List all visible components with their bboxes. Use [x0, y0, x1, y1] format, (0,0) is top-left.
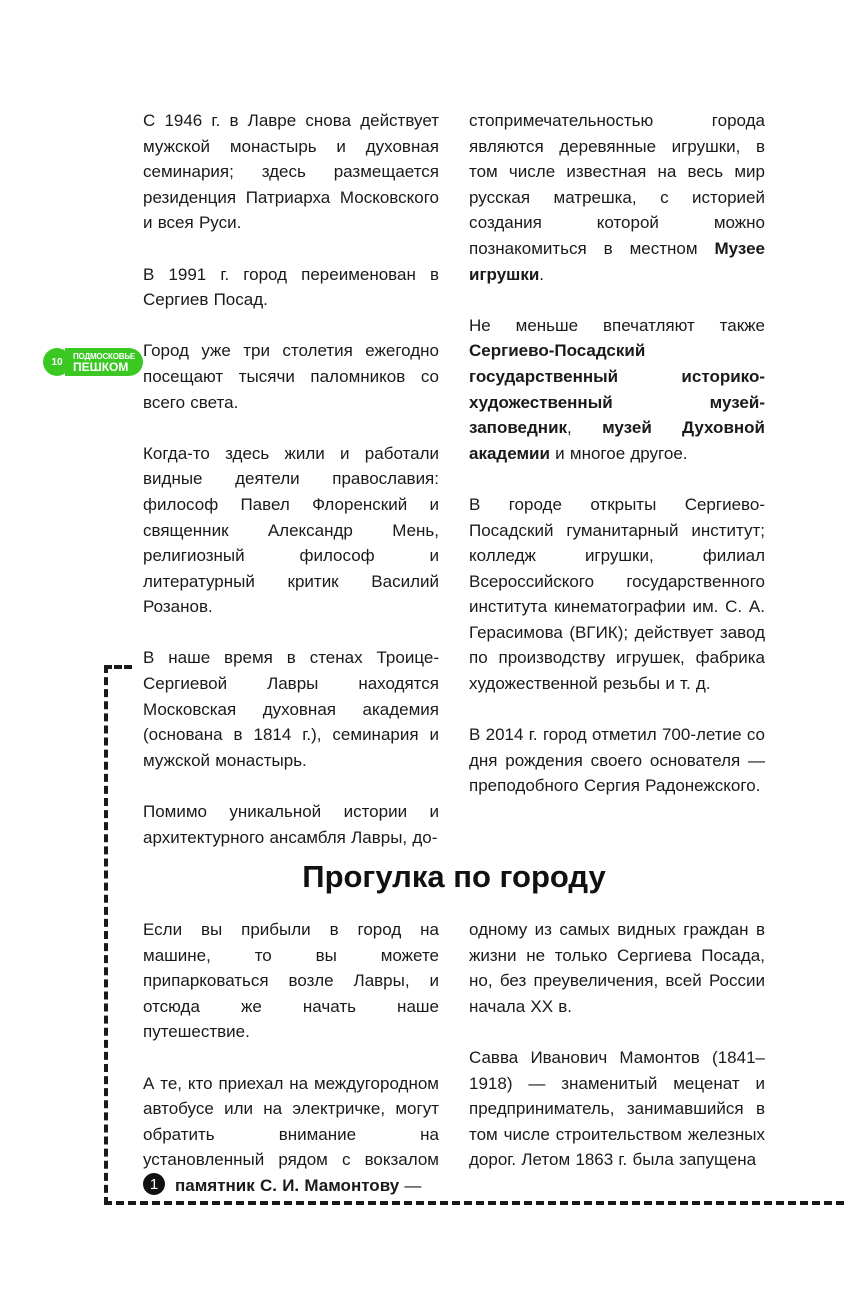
paragraph: Помимо уникальной истории и архитектурного ансамбля Лавры, до-	[143, 802, 439, 847]
top-right-column	[469, 108, 765, 825]
paragraph: В 2014 г. город отметил 700-летие со дня рождения своего основателя — преподобного Сергия Радонежского.	[469, 725, 765, 796]
museum-name: музей Духовной академии	[469, 418, 765, 463]
page-logo	[43, 346, 139, 378]
paragraph: В наше время в стенах Троице-Сергиевой Лавры находятся Московская духовная академия (основана в 1814 г.), семинария и мужской монастырь.	[143, 648, 439, 770]
monument-name: памятник С. И. Мамонтову	[175, 1175, 400, 1195]
text: А те, кто приехал на междугородном автобусе или на электричке, могут обратить внимание на установленный рядом с вокзалом	[143, 1073, 439, 1170]
logo-line1: ПОДМОСКОВЬЕ	[73, 352, 135, 361]
paragraph	[143, 1071, 439, 1199]
logo-text	[65, 348, 143, 376]
top-left-column	[143, 108, 439, 876]
paragraph: Город уже три столетия ежегодно посещают тысячи паломников со всего света.	[143, 341, 439, 412]
paragraph: Если вы прибыли в город на машине, то вы можете припарковаться возле Лавры, и отсюда же начать наше путешествие.	[143, 920, 439, 1042]
page-number: 10	[43, 348, 71, 376]
text: стопримечательностью города являются деревянные игрушки, в том числе известная на весь мир русская матрешка, с историей создания которой можно познакомиться в местном	[469, 111, 765, 258]
paragraph	[469, 313, 765, 467]
paragraph: одному из самых видных граждан в жизни не только Сергиева Посада, но, без преувеличения, всей России начала XX в.	[469, 920, 765, 1016]
bottom-left-column	[143, 917, 439, 1224]
bottom-right-column	[469, 917, 765, 1199]
text: ,	[567, 418, 572, 438]
text: .	[539, 264, 545, 284]
paragraph: Савва Иванович Мамонтов (1841–1918) — знаменитый меценат и предприниматель, занимавшийся в том числе строительством железных дорог. Летом 1863 г. была запущена	[469, 1047, 765, 1170]
logo-line2: ПЕШКОМ	[73, 360, 129, 374]
paragraph: В городе открыты Сергиево-Посадский гуманитарный институт; колледж игрушки, филиал Всероссийского государственного института кинематографии им. С. А. Герасимова (ВГИК); действует завод по производству игрушек, фабрика художественной резьбы и т. д.	[469, 494, 765, 694]
text: Не меньше впечатляют также	[469, 315, 765, 335]
paragraph: Когда-то здесь жили и работали видные деятели православия: философ Павел Флоренский и священник Александр Мень, религиозный философ и литературный критик Василий Розанов.	[143, 443, 439, 617]
museum-link-text: Музее игрушки	[469, 238, 765, 284]
dashed-frame-corner	[104, 665, 132, 669]
text: —	[404, 1175, 422, 1195]
paragraph: С 1946 г. в Лавре снова действует мужской монастырь и духовная семинария; здесь размещается резиденция Патриарха Московского и всея Руси.	[143, 111, 439, 233]
map-marker-number: 1	[143, 1173, 165, 1195]
paragraph	[469, 108, 765, 287]
section-title: Прогулка по городу	[302, 859, 606, 894]
text: и многое другое.	[555, 443, 688, 463]
paragraph: В 1991 г. город переименован в Сергиев Посад.	[143, 264, 439, 310]
museum-name: Сергиево-Посадский государственный историко-художественный музей-заповедник	[469, 341, 765, 438]
